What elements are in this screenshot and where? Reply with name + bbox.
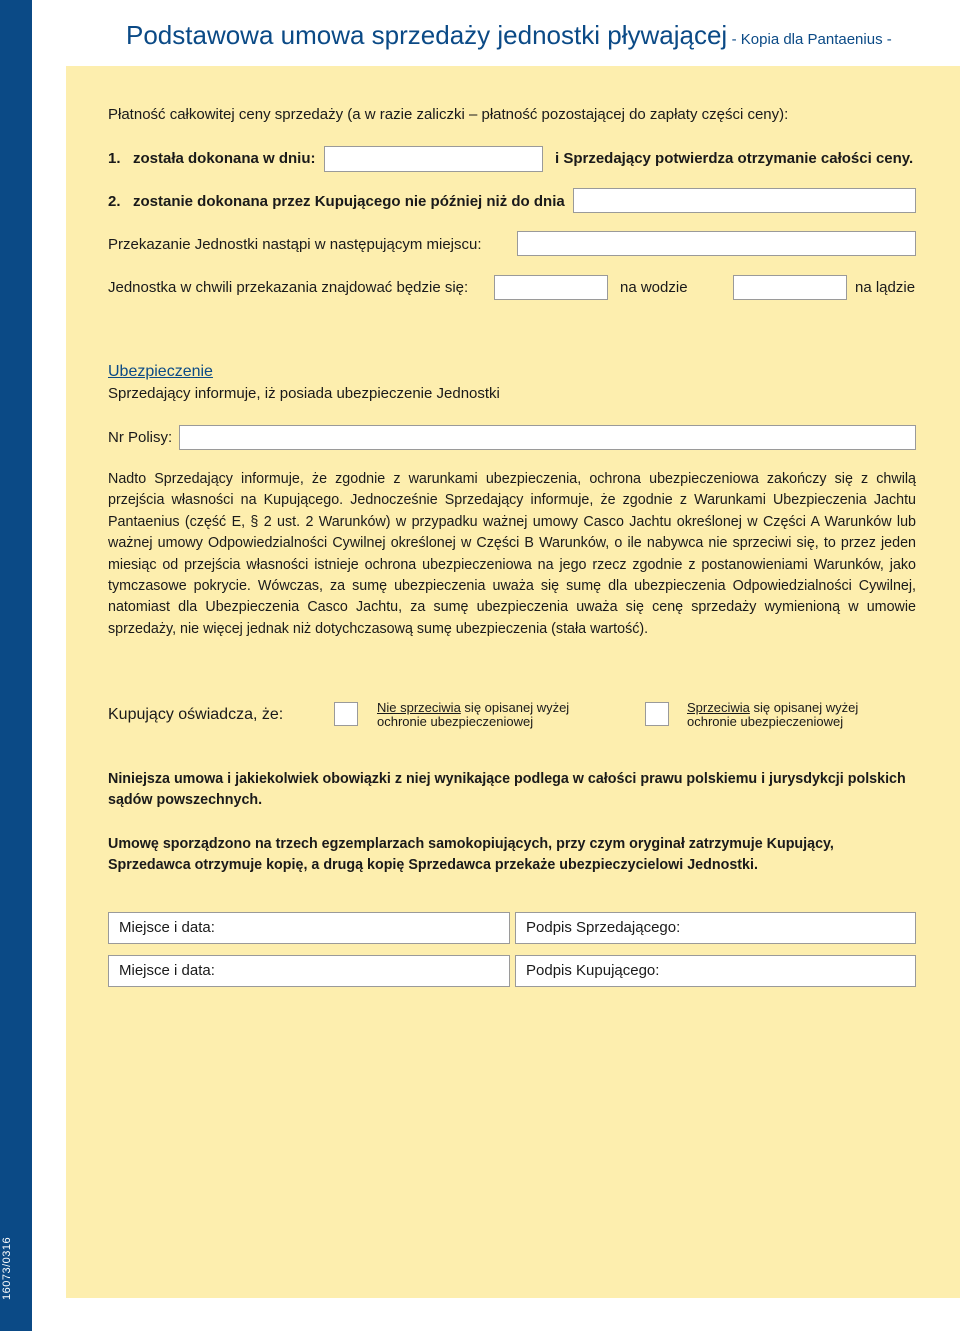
policy-number-label: Nr Polisy: <box>108 429 173 446</box>
payment-deadline-field[interactable] <box>573 188 916 213</box>
handover-place-label: Przekazanie Jednostki nastąpi w następującym miejscu: <box>108 236 482 253</box>
payment-option1-suffix: i Sprzedający potwierdza otrzymanie całości ceny. <box>555 150 914 167</box>
payment-heading: Płatność całkowitej ceny sprzedaży (a w razie zaliczki – płatność pozostającej do zapłaty części ceny): <box>108 106 789 123</box>
place-date-field-2[interactable]: Miejsce i data: <box>108 955 510 987</box>
on-land-field[interactable] <box>733 275 847 300</box>
payment-option1-label: została dokonana w dniu: <box>133 150 316 167</box>
handover-place-field[interactable] <box>517 231 916 256</box>
objection-emphasis: Sprzeciwia <box>687 700 750 715</box>
buyer-declaration-label: Kupujący oświadcza, że: <box>108 706 284 723</box>
no-objection-label <box>377 701 569 729</box>
objection-line2: ochronie ubezpieczeniowej <box>687 714 844 729</box>
objection-checkbox[interactable] <box>645 702 669 726</box>
on-water-field[interactable] <box>494 275 608 300</box>
payment-date-field[interactable] <box>324 146 543 172</box>
no-objection-checkbox[interactable] <box>334 702 358 726</box>
title-main: Podstawowa umowa sprzedaży jednostki pływającej <box>126 20 728 50</box>
governing-law-clause: Niniejsza umowa i jakiekolwiek obowiązki z niej wynikające podlega w całości prawu polskiemu i jurysdykcji polskich sądów powszechnych. <box>108 771 906 808</box>
no-objection-line2: ochronie ubezpieczeniowej <box>377 714 534 729</box>
no-objection-emphasis: Nie sprzeciwia <box>377 700 461 715</box>
document-code: 16073/0316 <box>1 1236 13 1300</box>
buyer-signature-field[interactable]: Podpis Kupującego: <box>515 955 916 987</box>
objection-label <box>687 701 858 729</box>
place-date-field-1[interactable]: Miejsce i data: <box>108 912 510 944</box>
insurance-section-title: Ubezpieczenie <box>108 363 213 380</box>
on-water-label: na wodzie <box>620 279 688 296</box>
insurance-intro: Sprzedający informuje, iż posiada ubezpieczenie Jednostki <box>108 385 500 402</box>
handover-location-label: Jednostka w chwili przekazania znajdować będzie się: <box>108 279 469 296</box>
copies-clause: Umowę sporządzono na trzech egzemplarzach samokopiujących, przy czym oryginał zatrzymuje Kupujący, Sprzedawca otrzymuje kopię, a drugą kopię Sprzedawca przekaże ubezpieczycielowi Jednostki. <box>108 836 834 873</box>
page-title <box>126 20 892 51</box>
objection-rest: się opisanej wyżej <box>749 700 859 715</box>
payment-option2-label: zostanie dokonana przez Kupującego nie później niż do dnia <box>133 193 565 210</box>
no-objection-rest: się opisanej wyżej <box>460 700 570 715</box>
payment-option2-number: 2. <box>108 193 121 210</box>
title-subtitle: - Kopia dla Pantaenius - <box>731 31 892 48</box>
policy-number-field[interactable] <box>179 425 916 450</box>
seller-signature-field[interactable]: Podpis Sprzedającego: <box>515 912 916 944</box>
left-sidebar-bar <box>0 0 32 1331</box>
on-land-label: na lądzie <box>855 279 916 296</box>
insurance-paragraph: Nadto Sprzedający informuje, że zgodnie z warunkami ubezpieczenia, ochrona ubezpieczeniowa zakończy się z chwilą przejścia własności na Kupującego. Jednocześnie Sprzedający informuje, że zgodnie z Warunkami Ubezpieczenia Jachtu Pantaenius (część E, § 2 ust. 2 Warunków) w przypadku ważnej umowy Casco Jachtu określonej w Części A Warunków lub ważnej umowy Odpowiedzialności Cywilnej określonej w Części B Warunków, o ile nabywca nie sprzeciwi się, to przez jeden miesiąc od przejścia własności istnieje ochrona ubezpieczeniowa na jego rzecz zgodnie z postanowieniami Warunków, jako tymczasowe pokrycie. Wówczas, za sumę ubezpieczenia uważa się sumę dla ubezpieczenia Odpowiedzialności Cywilnej, natomiast dla Ubezpieczenia Casco Jachtu, za sumę ubezpieczenia uważa się cenę sprzedaży wymienioną w umowie sprzedaży, nie więcej jednak niż dotychczasową sumę ubezpieczenia (stała wartość). <box>108 471 916 637</box>
payment-option1-number: 1. <box>108 150 121 167</box>
